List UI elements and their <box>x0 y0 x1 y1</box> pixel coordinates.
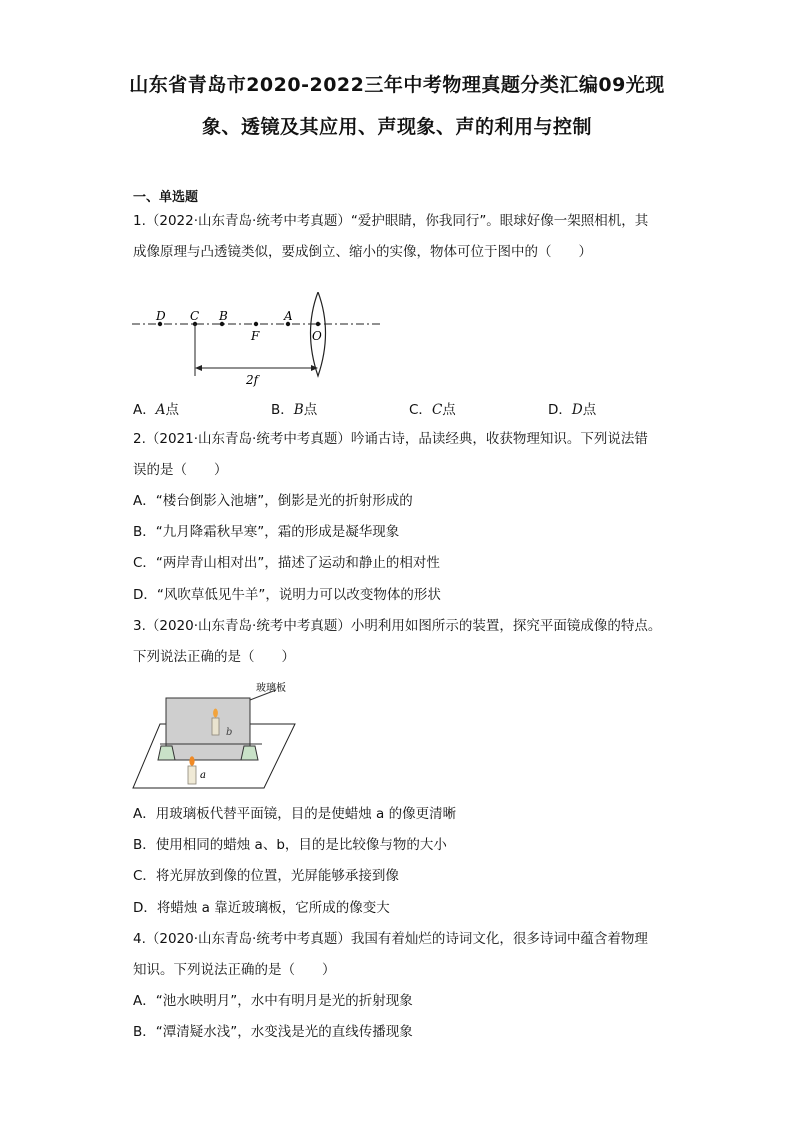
q3-stem-line2: 下列说法正确的是（ ） <box>133 649 295 665</box>
q1-option-a[interactable]: A．A点 <box>133 402 179 418</box>
right-stand <box>241 746 258 760</box>
label-B: B <box>219 309 228 323</box>
q1-option-c[interactable]: C．C点 <box>409 402 456 418</box>
point-O-dot <box>316 322 320 326</box>
q3-stem-line1: 3.（2020·山东青岛·统考中考真题）小明利用如图所示的装置，探究平面镜成像的特点。 <box>133 618 662 634</box>
doc-title-line1: 山东省青岛市2020-2022三年中考物理真题分类汇编09光现 <box>129 74 665 96</box>
q4-stem-line2: 知识。下列说法正确的是（ ） <box>133 962 336 978</box>
candle-a-flame <box>189 756 194 766</box>
q2-stem-line1: 2.（2021·山东青岛·统考中考真题）吟诵古诗，品读经典，收获物理知识。下列说法错 <box>133 431 648 447</box>
label-2f: 2f <box>246 373 259 387</box>
q4-option-b[interactable]: B．“潭清疑水浅”，水变浅是光的直线传播现象 <box>133 1024 413 1040</box>
point-F-dot <box>254 322 258 326</box>
q1-stem-line1: 1.（2022·山东青岛·统考中考真题）“爱护眼睛，你我同行”。眼球好像一架照相机，其 <box>133 213 649 229</box>
doc-title-line2: 象、透镜及其应用、声现象、声的利用与控制 <box>201 116 592 138</box>
label-D: D <box>156 309 166 323</box>
q2-stem-line2: 误的是（ ） <box>133 462 228 478</box>
arrowhead-left <box>195 365 202 371</box>
glass-plate <box>166 698 250 760</box>
section-heading: 一、单选题 <box>133 190 199 205</box>
q2-option-b[interactable]: B．“九月降霜秋早寒”，霜的形成是凝华现象 <box>133 524 400 540</box>
q3-mirror-figure <box>130 678 300 794</box>
q3-option-a[interactable]: A．用玻璃板代替平面镜，目的是使蜡烛 a 的像更清晰 <box>133 806 457 822</box>
candle-b-label: b <box>226 727 233 738</box>
q4-option-a[interactable]: A．“池水映明月”，水中有明月是光的折射现象 <box>133 993 413 1009</box>
glass-plate-label: 玻璃板 <box>256 683 286 694</box>
q2-option-a[interactable]: A．“楼台倒影入池塘”，倒影是光的折射形成的 <box>133 493 413 509</box>
candle-a-label: a <box>200 770 206 781</box>
q2-option-d[interactable]: D．“风吹草低见牛羊”，说明力可以改变物体的形状 <box>133 587 441 603</box>
q3-option-c[interactable]: C．将光屏放到像的位置，光屏能够承接到像 <box>133 868 399 884</box>
candle-a <box>188 766 196 784</box>
label-F: F <box>251 329 260 343</box>
q3-option-b[interactable]: B．使用相同的蜡烛 a、b，目的是比较像与物的大小 <box>133 837 447 853</box>
candle-b <box>212 718 219 735</box>
candle-b-flame <box>213 709 218 718</box>
label-O: O <box>312 329 322 343</box>
label-C: C <box>190 309 200 323</box>
q1-option-d[interactable]: D．D点 <box>548 402 597 418</box>
q2-option-c[interactable]: C．“两岸青山相对出”，描述了运动和静止的相对性 <box>133 555 440 571</box>
q1-lens-figure <box>128 292 388 388</box>
q3-option-d[interactable]: D．将蜡烛 a 靠近玻璃板，它所成的像变大 <box>133 900 390 916</box>
q1-option-b[interactable]: B．B点 <box>271 402 318 418</box>
q4-stem-line1: 4.（2020·山东青岛·统考中考真题）我国有着灿烂的诗词文化，很多诗词中蕴含着物理 <box>133 931 648 947</box>
q1-stem-line2: 成像原理与凸透镜类似，要成倒立、缩小的实像，物体可位于图中的（ ） <box>133 244 592 260</box>
label-A: A <box>284 309 293 323</box>
left-stand <box>158 746 175 760</box>
